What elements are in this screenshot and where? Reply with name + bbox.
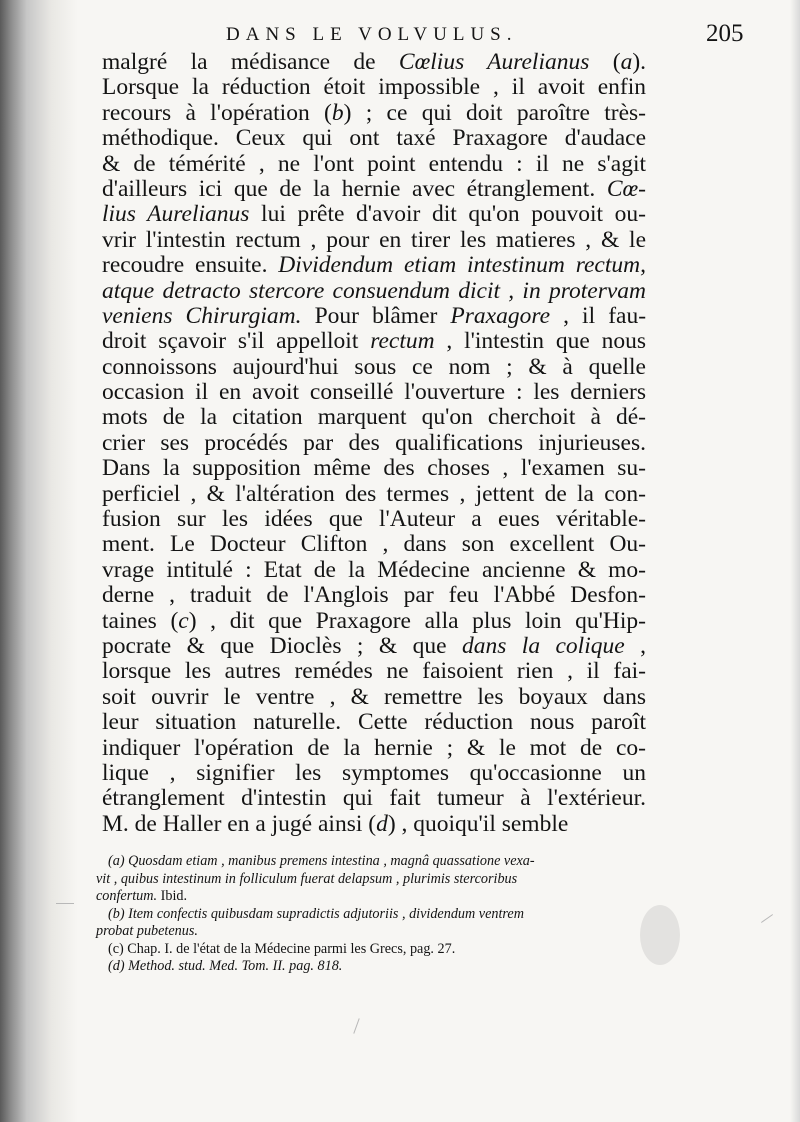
text-line	[102, 736, 646, 761]
page-header	[0, 20, 800, 52]
text-line	[102, 482, 646, 507]
paper-mark	[56, 903, 74, 904]
text-line	[102, 532, 646, 557]
text-run: ) , dit que Praxagore alla plus loin qu'Hip-	[188, 607, 646, 634]
text-run: Pour blâmer	[301, 302, 451, 329]
text-run: lius Aurelianus	[102, 201, 250, 228]
text-run: veniens Chirurgiam.	[102, 302, 302, 329]
text-run: Dans la supposition même des choses , l'examen su-	[102, 455, 646, 482]
text-run: Dividendum etiam intestinum rectum,	[278, 252, 646, 279]
text-run: Lorsque la réduction étoit impossible , il avoit enfin	[102, 74, 646, 101]
text-run: Cœlius Aurelianus	[398, 49, 590, 75]
footnote-run: probat pubetenus.	[96, 923, 198, 939]
text-run: méthodique. Ceux qui ont taxé Praxagore d'audace	[102, 125, 646, 152]
text-run: d	[376, 810, 388, 837]
text-line	[102, 101, 646, 126]
text-line	[102, 710, 646, 735]
text-run: occasion il en avoit conseillé l'ouverture : les derniers	[102, 379, 646, 406]
text-run: ,	[624, 632, 647, 659]
text-run: , il fau-	[550, 302, 647, 329]
text-run: ).	[632, 49, 647, 75]
footnote-line	[96, 923, 646, 941]
text-line	[102, 75, 646, 100]
text-run: (	[589, 49, 621, 75]
text-run: ) , quoiqu'il semble	[387, 810, 569, 837]
text-run: c	[178, 607, 189, 634]
text-run: soit ouvrir le ventre , & remettre les boyaux dans	[102, 683, 646, 710]
text-run: taines (	[102, 607, 179, 634]
text-line	[102, 253, 646, 278]
page-number: 205	[706, 20, 744, 47]
text-line	[102, 228, 646, 253]
text-run: crier ses procédés par des qualifications injurieuses.	[102, 429, 646, 456]
footnote-run: (c) Chap. I. de l'état de la Médecine parmi les Grecs, pag. 27.	[108, 940, 456, 957]
footnotes	[96, 853, 646, 976]
footnote-line	[96, 906, 646, 924]
text-line	[102, 152, 646, 177]
text-line	[102, 812, 646, 837]
text-run: étranglement d'intestin qui fait tumeur à l'extérieur.	[102, 785, 646, 812]
text-run: Cœ-	[606, 175, 646, 202]
text-run: perficiel , & l'altération des termes , jettent de la con-	[102, 480, 646, 507]
text-run: d'ailleurs ici que de la hernie avec étranglement.	[102, 175, 607, 202]
text-line	[102, 558, 646, 583]
text-run: malgré la médisance de	[102, 49, 399, 75]
text-line	[102, 659, 646, 684]
text-line	[102, 304, 646, 329]
text-run: indiquer l'opération de la hernie ; & le mot de co-	[102, 734, 646, 761]
text-line	[102, 634, 646, 659]
footnote-line	[96, 958, 646, 976]
text-run: ment. Le Docteur Clifton , dans son excellent Ou-	[102, 531, 646, 558]
text-run: fusion sur les idées que l'Auteur a eues véritable-	[102, 506, 646, 533]
text-run: derne , traduit de l'Anglois par feu l'Abbé Desfon-	[102, 582, 646, 609]
text-run: leur situation naturelle. Cette réduction nous paroît	[102, 709, 646, 736]
footnote-line	[96, 888, 646, 906]
page-gutter-shadow	[0, 0, 78, 1122]
text-run: a	[620, 49, 633, 75]
text-line	[102, 380, 646, 405]
running-title: DANS LE VOLVULUS.	[226, 24, 518, 45]
text-line	[102, 329, 646, 354]
text-run: pocrate & que Dioclès ; & que	[102, 632, 462, 659]
text-run: vrir l'intestin rectum , pour en tirer les matieres , & le	[102, 226, 646, 253]
paper-stain	[640, 905, 680, 965]
text-line	[102, 126, 646, 151]
footnote-run: (b) Item confectis quibusdam supradictis adjutoriis , dividendum ventrem	[108, 905, 524, 922]
text-run: & de témérité , ne l'ont point entendu : il ne s'agit	[102, 150, 646, 177]
text-line	[102, 50, 646, 75]
text-run: rectum	[370, 328, 435, 355]
text-run: dans la colique	[461, 632, 625, 659]
text-run: b	[331, 99, 344, 126]
footnote-line	[96, 941, 646, 959]
text-line	[102, 405, 646, 430]
footnote-run: Ibid.	[160, 888, 188, 904]
text-run: Praxagore	[450, 302, 551, 329]
text-line	[102, 202, 646, 227]
text-run: mots de la citation marquent qu'on cherchoit à dé-	[102, 404, 646, 431]
paper-mark	[761, 914, 773, 923]
footnote-run: confertum.	[96, 888, 161, 904]
text-line	[102, 507, 646, 532]
text-line	[102, 786, 646, 811]
text-run: recoudre ensuite.	[102, 252, 279, 279]
text-line	[102, 279, 646, 304]
text-line	[102, 177, 646, 202]
text-run: atque detracto stercore consuendum dicit , in protervam	[102, 277, 646, 304]
text-run: lui prête d'avoir dit qu'on pouvoit ou-	[249, 201, 646, 228]
page-edge	[790, 0, 800, 1122]
footnote-run: vit , quibus intestinum in folliculum fuerat delapsum , plurimis stercoribus	[96, 870, 518, 887]
text-run: lique , signifier les symptomes qu'occasionne un	[102, 759, 646, 786]
text-run: connoissons aujourd'hui sous ce nom ; & à quelle	[102, 353, 646, 380]
text-line	[102, 609, 646, 634]
text-run: M. de Haller en a jugé ainsi (	[102, 810, 377, 837]
text-run: vrage intitulé : Etat de la Médecine ancienne & mo-	[102, 556, 646, 583]
text-run: , l'intestin que nous	[434, 328, 646, 355]
main-text	[102, 50, 646, 837]
text-run: ) ; ce qui doit paroître très-	[343, 99, 646, 126]
text-line	[102, 583, 646, 608]
text-run: lorsque les autres remédes ne faisoient rien , il fai-	[102, 658, 646, 685]
text-line	[102, 685, 646, 710]
footnote-run: (a) Quosdam etiam , manibus premens intestina , magnâ quassatione vexa-	[108, 853, 535, 869]
text-line	[102, 761, 646, 786]
footnote-line	[96, 871, 646, 889]
text-run: recours à l'opération (	[102, 99, 332, 126]
text-line	[102, 431, 646, 456]
footnote-run: (d) Method. stud. Med. Tom. II. pag. 818.	[108, 958, 343, 974]
text-line	[102, 355, 646, 380]
text-run: droit sçavoir s'il appelloit	[102, 328, 371, 355]
paper-mark	[353, 1018, 359, 1033]
footnote-line	[96, 853, 646, 871]
text-line	[102, 456, 646, 481]
